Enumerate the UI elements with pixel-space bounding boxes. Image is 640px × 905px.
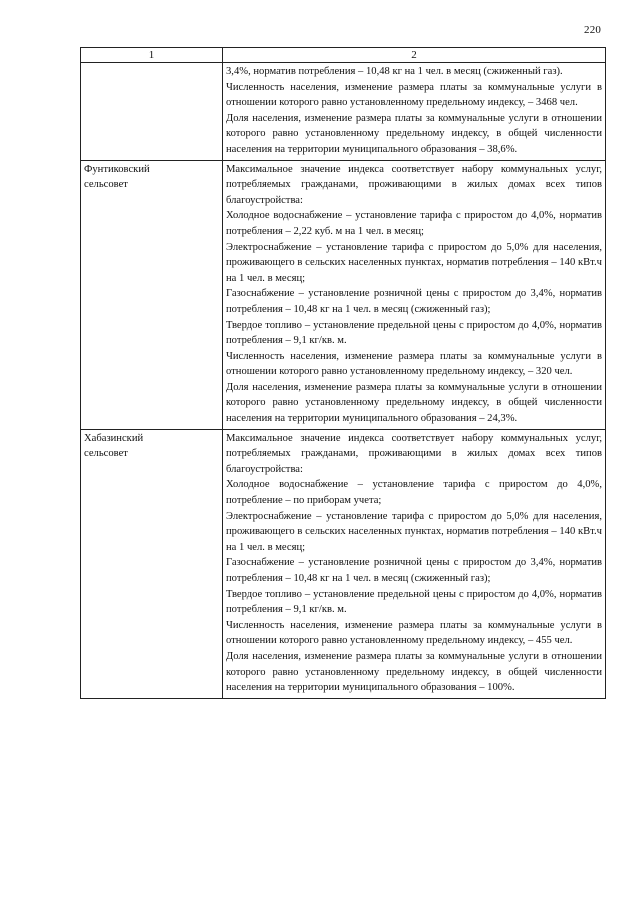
municipality-name-line: Фунтиковский — [84, 163, 150, 175]
paragraph: Холодное водоснабжение – установление тарифа с приростом до 4,0%, норматив потребления – 2,22 куб. м на 1 чел. в месяц; — [226, 210, 602, 237]
table-row-khabazinsky — [81, 429, 606, 698]
indicator-description-cell — [223, 160, 606, 429]
municipality-name-line: сельсовет — [84, 448, 128, 460]
table-row-continuation — [81, 63, 606, 161]
indicator-description-cell — [223, 429, 606, 698]
municipality-name-cell — [81, 429, 223, 698]
page-number: 220 — [584, 24, 602, 36]
paragraph: Доля населения, изменение размера платы за коммунальные услуги в отношении которого равно установленному предельному индексу, в общей численности населения на территории муниципального образования – 38,6%. — [226, 112, 602, 155]
municipal-index-table — [80, 47, 606, 699]
paragraph: Численность населения, изменение размера платы за коммунальные услуги в отношении которого равно установленному предельному индексу, – 3468 чел. — [226, 81, 602, 109]
paragraph: Доля населения, изменение размера платы за коммунальные услуги в отношении которого равно установленному предельному индексу, в общей численности населения на территории муниципального образования – 100%. — [226, 650, 602, 694]
municipality-name-line: Хабазинский — [84, 432, 144, 444]
municipality-name-line: сельсовет — [84, 179, 128, 191]
paragraph: Максимальное значение индекса соответствует набору коммунальных услуг, потребляемых гражданами, проживающими в жилых домах всех типов благоустройства: — [226, 163, 602, 206]
paragraph: Численность населения, изменение размера платы за коммунальные услуги в отношении которого равно установленному предельному индексу, – 320 чел. — [226, 350, 602, 378]
paragraph: Численность населения, изменение размера платы за коммунальные услуги в отношении которого равно установленному предельному индексу, – 455 чел. — [226, 619, 602, 647]
paragraph: Электроснабжение – установление тарифа с приростом до 5,0% для населения, проживающего в сельских населенных пунктах, норматив потребления – 140 кВт.ч на 1 чел. в месяц; — [226, 510, 602, 553]
paragraph: Максимальное значение индекса соответствует набору коммунальных услуг, потребляемых гражданами, проживающими в жилых домах всех типов благоустройства: — [226, 432, 602, 475]
paragraph: Газоснабжение – установление розничной цены с приростом до 3,4%, норматив потребления – 10,48 кг на 1 чел. в месяц (сжиженный газ); — [226, 288, 602, 315]
table-header-row — [81, 48, 606, 63]
paragraph: Электроснабжение – установление тарифа с приростом до 5,0% для населения, проживающего в сельских населенных пунктах, норматив потребления – 140 кВт.ч на 1 чел. в месяц; — [226, 241, 602, 284]
municipality-name-cell — [81, 63, 223, 161]
paragraph: 3,4%, норматив потребления – 10,48 кг на 1 чел. в месяц (сжиженный газ). — [226, 66, 563, 77]
paragraph: Доля населения, изменение размера платы за коммунальные услуги в отношении которого равно установленному предельному индексу, в общей численности населения на территории муниципального образования – 24,3%. — [226, 381, 602, 425]
paragraph: Твердое топливо – установление предельной цены с приростом до 4,0%, норматив потребления – 9,1 кг/кв. м. — [226, 588, 602, 616]
column-header-1: 1 — [81, 48, 223, 63]
paragraph: Газоснабжение – установление розничной цены с приростом до 3,4%, норматив потребления – 10,48 кг на 1 чел. в месяц (сжиженный газ); — [226, 557, 602, 584]
indicator-description-cell — [223, 63, 606, 161]
column-header-2: 2 — [223, 48, 606, 63]
municipality-name-cell — [81, 160, 223, 429]
paragraph: Холодное водоснабжение – установление тарифа с приростом до 4,0%, потребление – по приборам учета; — [226, 479, 602, 507]
paragraph: Твердое топливо – установление предельной цены с приростом до 4,0%, норматив потребления – 9,1 кг/кв. м. — [226, 319, 602, 347]
table-row-funtikovsky — [81, 160, 606, 429]
